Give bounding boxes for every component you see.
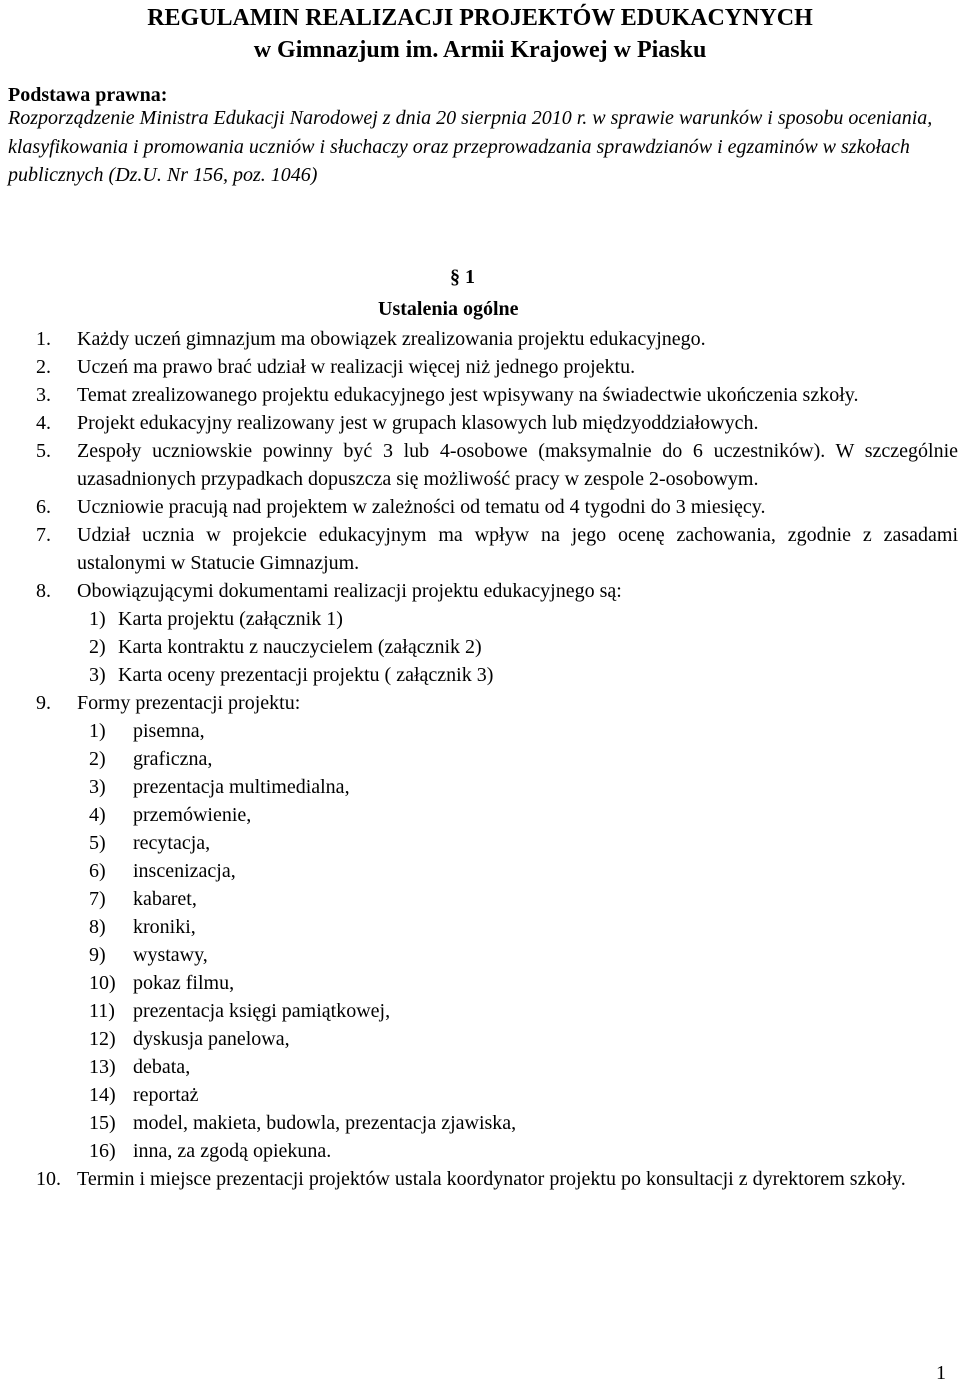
rule-text: Temat zrealizowanego projektu edukacyjnego jest wpisywany na świadectwie ukończenia szkoły.: [77, 384, 859, 406]
form-number: 4): [89, 804, 106, 826]
rule-number: 3.: [36, 384, 51, 406]
rules-list: [0, 325, 960, 1193]
document-number: 2): [89, 636, 106, 658]
form-text: debata,: [133, 1056, 191, 1078]
form-text: wystawy,: [133, 944, 208, 966]
rule-text: Formy prezentacji projektu:: [77, 692, 301, 714]
form-item: [0, 1081, 960, 1109]
rule-item: [0, 493, 960, 521]
form-text: model, makieta, budowla, prezentacja zjawiska,: [133, 1112, 517, 1134]
legal-basis-label: Podstawa prawna:: [8, 84, 168, 106]
rule-number: 4.: [36, 412, 51, 434]
form-number: 7): [89, 888, 106, 910]
form-item: [0, 1025, 960, 1053]
form-item: [0, 1053, 960, 1081]
document-item: [0, 605, 960, 633]
form-item: [0, 717, 960, 745]
form-number: 2): [89, 748, 106, 770]
rule-text: Każdy uczeń gimnazjum ma obowiązek zrealizowania projektu edukacyjnego.: [77, 328, 706, 350]
rule-text: Uczniowie pracują nad projektem w zależności od tematu od 4 tygodni do 3 miesięcy.: [77, 496, 766, 518]
rule-item: [0, 437, 960, 493]
section-number: § 1: [450, 266, 475, 288]
form-text: dyskusja panelowa,: [133, 1028, 290, 1050]
form-number: 14): [89, 1084, 116, 1106]
rule-item: [0, 409, 960, 437]
document-text: Karta oceny prezentacji projektu ( załącznik 3): [118, 664, 494, 686]
form-number: 1): [89, 720, 106, 742]
form-number: 16): [89, 1140, 116, 1162]
form-item: [0, 801, 960, 829]
document-item: [0, 661, 960, 689]
form-item: [0, 773, 960, 801]
rule-item: [0, 1165, 960, 1193]
rule-number: 6.: [36, 496, 51, 518]
document-item: [0, 633, 960, 661]
rule-text: Udział ucznia w projekcie edukacyjnym ma wpływ na jego ocenę zachowania, zgodnie z zasadami ustalonymi w Statucie Gimnazjum.: [77, 524, 958, 574]
form-item: [0, 941, 960, 969]
form-text: kroniki,: [133, 916, 196, 938]
document-text: Karta projektu (załącznik 1): [118, 608, 343, 630]
form-number: 3): [89, 776, 106, 798]
rule-number: 5.: [36, 440, 51, 462]
form-text: pokaz filmu,: [133, 972, 235, 994]
form-text: prezentacja multimedialna,: [133, 776, 350, 798]
rule-item: [0, 381, 960, 409]
rule-item: [0, 521, 960, 577]
rule-item: [0, 353, 960, 381]
document-subtitle: w Gimnazjum im. Armii Krajowej w Piasku: [253, 37, 707, 63]
form-text: pisemna,: [133, 720, 205, 742]
page-number: 1: [936, 1362, 946, 1384]
rule-item: [0, 577, 960, 605]
form-number: 15): [89, 1112, 116, 1134]
rule-text: Projekt edukacyjny realizowany jest w grupach klasowych lub międzyoddziałowych.: [77, 412, 759, 434]
form-number: 11): [89, 1000, 115, 1022]
document-number: 1): [89, 608, 106, 630]
form-text: reportaż: [133, 1084, 199, 1106]
rule-item: [0, 325, 960, 353]
rule-number: 2.: [36, 356, 51, 378]
form-number: 12): [89, 1028, 116, 1050]
rule-number: 8.: [36, 580, 51, 602]
form-number: 9): [89, 944, 106, 966]
form-number: 10): [89, 972, 116, 994]
form-text: inscenizacja,: [133, 860, 236, 882]
rule-item: [0, 689, 960, 717]
rule-number: 9.: [36, 692, 51, 714]
form-text: recytacja,: [133, 832, 211, 854]
form-number: 13): [89, 1056, 116, 1078]
form-number: 6): [89, 860, 106, 882]
form-number: 5): [89, 832, 106, 854]
form-text: inna, za zgodą opiekuna.: [133, 1140, 332, 1162]
rule-text: Obowiązującymi dokumentami realizacji projektu edukacyjnego są:: [77, 580, 622, 602]
form-text: przemówienie,: [133, 804, 252, 826]
rule-number: 10.: [36, 1168, 61, 1190]
rule-text: Uczeń ma prawo brać udział w realizacji więcej niż jednego projektu.: [77, 356, 636, 378]
rule-number: 1.: [36, 328, 51, 350]
form-text: prezentacja księgi pamiątkowej,: [133, 1000, 391, 1022]
rule-text: Termin i miejsce prezentacji projektów ustala koordynator projektu po konsultacji z dyrektorem szkoły.: [77, 1168, 906, 1190]
form-item: [0, 1137, 960, 1165]
form-item: [0, 997, 960, 1025]
rule-number: 7.: [36, 524, 51, 546]
form-item: [0, 745, 960, 773]
form-item: [0, 857, 960, 885]
form-number: 8): [89, 916, 106, 938]
form-item: [0, 969, 960, 997]
form-item: [0, 1109, 960, 1137]
form-item: [0, 829, 960, 857]
legal-basis-text: Rozporządzenie Ministra Edukacji Narodowej z dnia 20 sierpnia 2010 r. w sprawie warunków i sposobu oceniania, klasyfikowania i promowania uczniów i słuchaczy oraz przeprowadzania sprawdzianów i egzaminów w szkołach publicznych (Dz.U. Nr 156, poz. 1046): [8, 107, 933, 186]
document-number: 3): [89, 664, 106, 686]
document-title: REGULAMIN REALIZACJI PROJEKTÓW EDUKACYNYCH: [147, 5, 813, 31]
form-item: [0, 913, 960, 941]
form-text: kabaret,: [133, 888, 197, 910]
rule-text: Zespoły uczniowskie powinny być 3 lub 4-osobowe (maksymalnie do 6 uczestników). W szczególnie uzasadnionych przypadkach dopuszcza się możliwość pracy w zespole 2-osobowym.: [77, 440, 958, 490]
document-text: Karta kontraktu z nauczycielem (załącznik 2): [118, 636, 482, 658]
form-item: [0, 885, 960, 913]
section-title: Ustalenia ogólne: [378, 298, 519, 320]
form-text: graficzna,: [133, 748, 213, 770]
